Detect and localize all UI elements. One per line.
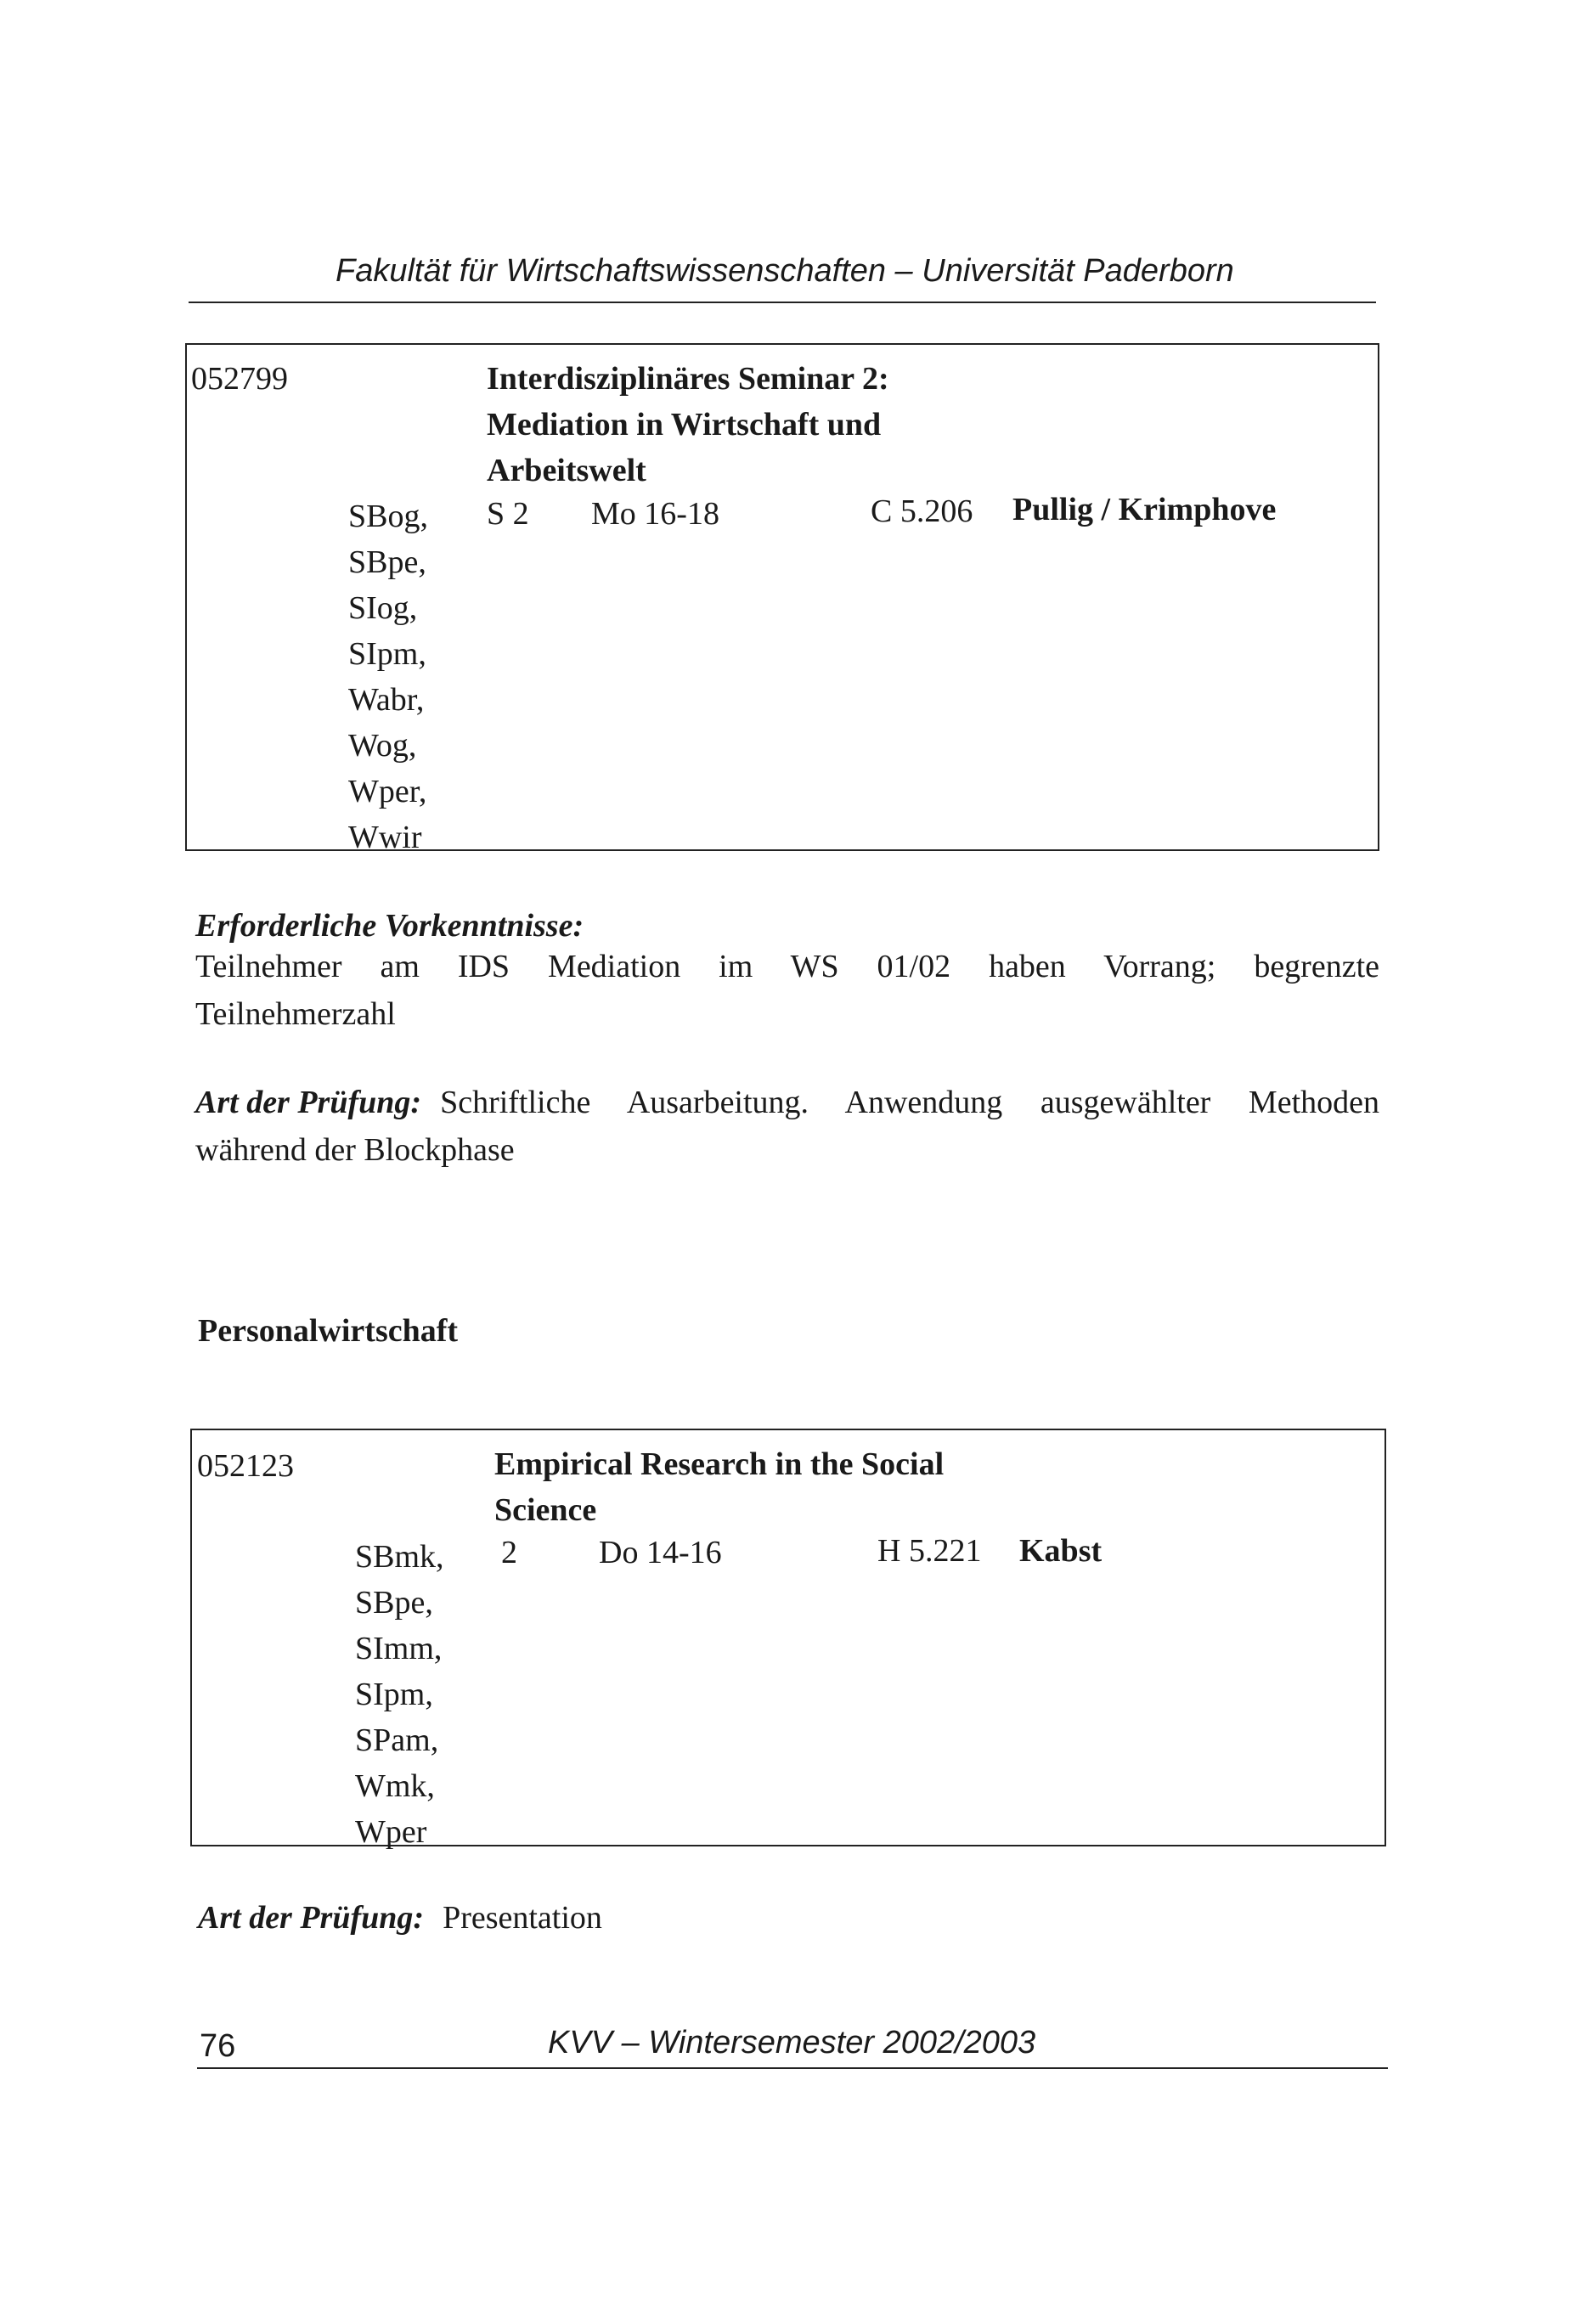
course-code: SIog, xyxy=(348,590,418,626)
page-header-title: Fakultät für Wirtschaftswissenschaften – Universität Paderborn xyxy=(336,253,1234,289)
course-code: SIpm, xyxy=(348,636,426,672)
course-title-line: Science xyxy=(494,1492,597,1528)
course-code: SPam, xyxy=(355,1722,439,1758)
prerequisites-label: Erforderliche Vorkenntnisse: xyxy=(195,908,584,944)
course-room: C 5.206 xyxy=(871,493,973,529)
course-title-line: Mediation in Wirtschaft und xyxy=(487,407,882,443)
course-room: H 5.221 xyxy=(877,1533,982,1569)
course-lecturer: Pullig / Krimphove xyxy=(1012,492,1277,527)
course-code: SBpe, xyxy=(355,1585,433,1621)
course-codes xyxy=(355,1534,444,1855)
exam-type-value: Presentation xyxy=(443,1900,602,1936)
course-code: SBmk, xyxy=(355,1539,444,1575)
course-code: Wog, xyxy=(348,728,417,764)
header-rule xyxy=(189,302,1376,303)
exam-type-label: Art der Prüfung: xyxy=(198,1900,425,1936)
course-code: SImm, xyxy=(355,1631,443,1666)
prerequisites-line: Teilnehmerzahl xyxy=(195,996,396,1032)
course-code: Wmk, xyxy=(355,1768,435,1804)
exam-type-line xyxy=(198,1894,602,1942)
course-code: SBpe, xyxy=(348,544,426,580)
page-number: 76 xyxy=(200,2028,236,2064)
course-title-line: Arbeitswelt xyxy=(487,453,646,488)
course-code: SBog, xyxy=(348,499,428,534)
exam-type-label: Art der Prüfung: xyxy=(195,1085,422,1120)
course-code: Wper, xyxy=(348,774,427,809)
course-code: Wper xyxy=(355,1814,427,1850)
course-code: Wwir xyxy=(348,820,422,855)
exam-type-continuation: während der Blockphase xyxy=(195,1132,515,1168)
section-heading: Personalwirtschaft xyxy=(198,1313,459,1349)
course-title xyxy=(494,1441,944,1533)
prerequisites-line: Teilnehmer am IDS Mediation im WS 01/02 haben Vorrang; begrenzte xyxy=(195,949,1379,984)
footer-rule xyxy=(197,2067,1388,2069)
exam-type-line xyxy=(195,1079,1379,1126)
course-type: S 2 xyxy=(487,496,529,532)
course-title-line: Interdisziplinäres Seminar 2: xyxy=(487,361,889,397)
course-number: 052799 xyxy=(191,361,288,397)
course-title xyxy=(487,356,889,493)
course-type: 2 xyxy=(501,1535,517,1570)
exam-type-value: Schriftliche Ausarbeitung. Anwendung ausgewählter Methoden xyxy=(440,1085,1379,1120)
course-time: Do 14-16 xyxy=(599,1535,722,1570)
course-number: 052123 xyxy=(197,1448,294,1484)
course-title-line: Empirical Research in the Social xyxy=(494,1446,945,1482)
course-codes xyxy=(348,493,428,860)
footer-title: KVV – Wintersemester 2002/2003 xyxy=(548,2025,1036,2060)
course-code: Wabr, xyxy=(348,682,425,718)
course-code: SIpm, xyxy=(355,1677,433,1712)
course-lecturer: Kabst xyxy=(1019,1533,1103,1569)
course-time: Mo 16-18 xyxy=(591,496,719,532)
